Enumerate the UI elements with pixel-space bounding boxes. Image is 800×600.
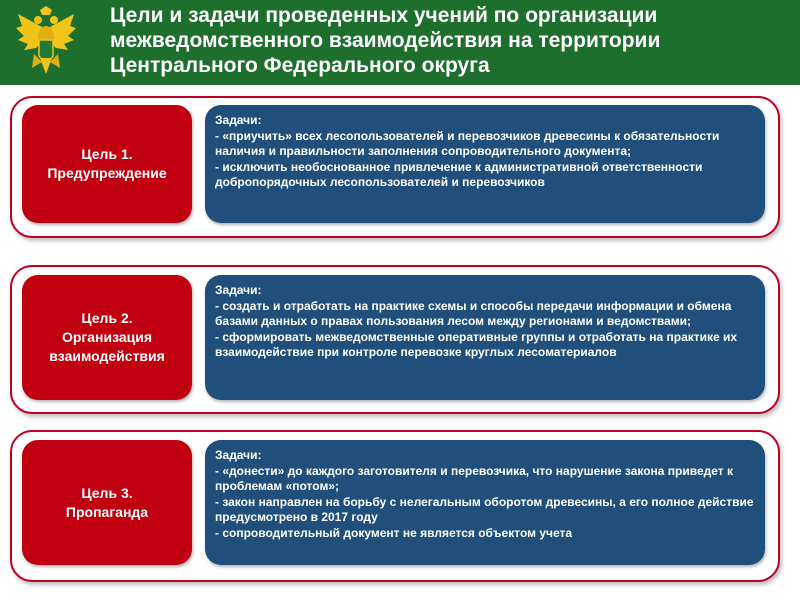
goal-3-task-3: - сопроводительный документ не является объектом учета bbox=[215, 525, 573, 540]
goal-2-tasks bbox=[205, 275, 765, 400]
goal-3-tasks bbox=[205, 440, 765, 565]
goal-1-task-1: - «приучить» всех лесопользователей и перевозчиков древесины к обязательности наличия и правильности заполнения сопроводительного документа; bbox=[215, 128, 720, 158]
goal-2-task-1: - создать и отработать на практике схемы и способы передачи информации и обмена базами данных о правах пользования лесом между регионами и ведомствами; bbox=[215, 298, 732, 328]
goal-1-task-2: - исключить необоснованное привлечение к административной ответственности добропорядочных лесопользователей и перевозчиков bbox=[215, 159, 703, 189]
goal-3-label bbox=[22, 440, 192, 565]
header-banner bbox=[0, 0, 800, 85]
goal-1-label bbox=[22, 105, 192, 223]
goal-2-task-2: - сформировать межведомственные оперативные группы и отработать на практике их взаимодействие при контроле перевозке круглых лесоматериалов bbox=[215, 329, 738, 359]
goal-3-task-2: - закон направлен на борьбу с нелегальным оборотом древесины, а его полное действие предусмотрено в 2017 году bbox=[215, 494, 754, 524]
goal-1-tasks-heading: Задачи: bbox=[215, 113, 262, 127]
goal-2-label bbox=[22, 275, 192, 400]
goal-1-label-text: Цель 1. Предупреждение bbox=[47, 146, 167, 181]
goal-1-tasks bbox=[205, 105, 765, 223]
goal-2-tasks-heading: Задачи: bbox=[215, 283, 262, 297]
page-title: Цели и задачи проведенных учений по организации межведомственного взаимодействия на территории Центрального Федерального округа bbox=[110, 4, 661, 77]
goal-3-label-text: Цель 3. Пропаганда bbox=[65, 484, 149, 520]
goal-3-task-1: - «донести» до каждого заготовителя и перевозчика, что нарушение закона приведет к проблемам «потом»; bbox=[215, 463, 733, 493]
goal-2-label-text: Цель 2. Организация взаимодействия bbox=[49, 310, 165, 364]
goal-3-tasks-heading: Задачи: bbox=[215, 448, 262, 462]
double-headed-eagle-emblem-icon bbox=[14, 6, 78, 80]
